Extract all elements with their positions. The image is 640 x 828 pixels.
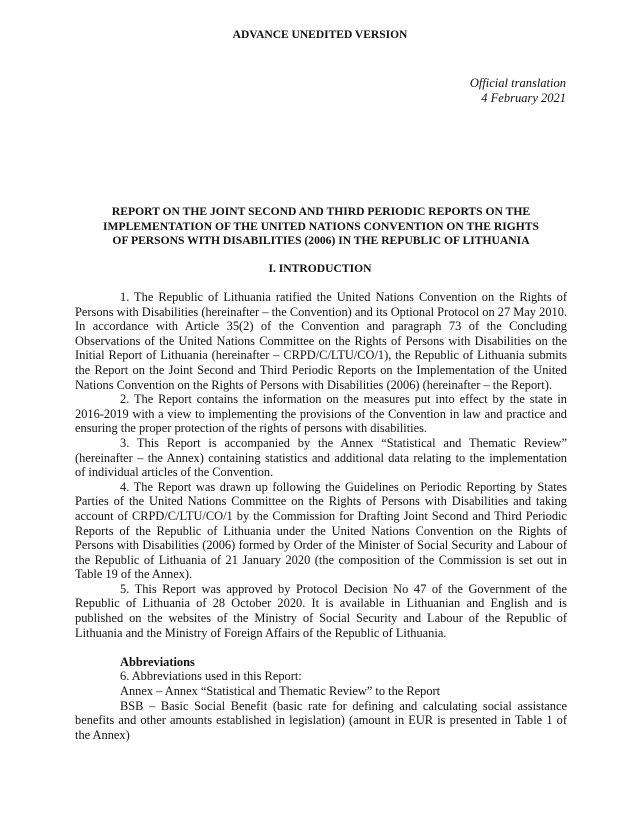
paragraph-line: Persons with Disabilities (hereinafter – the Convention) and its Optional Protocol on 27 May 2010. xyxy=(75,304,567,319)
paragraph-line: ensuring the proper protection of the rights of persons with disabilities. xyxy=(75,421,428,436)
paragraph-line: Table 19 of the Annex). xyxy=(75,567,193,582)
paragraph-line: Reports of the Republic of Lithuania under the United Nations Convention on the Rights of xyxy=(75,523,567,538)
paragraph-line: BSB – Basic Social Benefit (basic rate for defining and calculating social assistance xyxy=(120,698,567,713)
title-line: REPORT ON THE JOINT SECOND AND THIRD PERIODIC REPORTS ON THE xyxy=(111,205,531,218)
paragraph-line: benefits and other amounts established in legislation) (amount in EUR is presented in Table 1 of xyxy=(75,713,567,728)
paragraph-line: 3. This Report is accompanied by the Annex “Statistical and Thematic Review” xyxy=(120,435,567,450)
paragraph-line: 5. This Report was approved by Protocol Decision No 47 of the Government of the xyxy=(120,581,567,596)
paragraph-line: In accordance with Article 35(2) of the Convention and paragraph 73 of the Concluding xyxy=(75,319,567,334)
translation-date: 4 February 2021 xyxy=(481,91,566,105)
paragraph-line: the Report on the Joint Second and Third Periodic Reports on the Implementation of the United xyxy=(75,362,567,377)
paragraph-line: 6. Abbreviations used in this Report: xyxy=(120,669,302,684)
document-meta xyxy=(470,76,566,106)
paragraph-line: Annex – Annex “Statistical and Thematic Review” to the Report xyxy=(120,684,441,699)
paragraph-line: 4. The Report was drawn up following the Guidelines on Periodic Reporting by States xyxy=(120,479,567,494)
paragraph-line: Republic of Lithuania of 28 October 2020. It is available in Lithuanian and English and is xyxy=(75,596,567,611)
paragraph-line: 2016-2019 with a view to implementing the provisions of the Convention in law and practice and xyxy=(75,406,567,421)
spacer xyxy=(75,640,567,655)
report-title xyxy=(75,205,567,249)
paragraph-line: Observations of the United Nations Committee on the Rights of Persons with Disabilities on the xyxy=(75,333,567,348)
paragraph-line: of individual articles of the Convention. xyxy=(75,465,274,480)
paragraph-line: Parties of the United Nations Committee on the Rights of Persons with Disabilities and taking xyxy=(75,494,567,509)
title-line: IMPLEMENTATION OF THE UNITED NATIONS CONVENTION ON THE RIGHTS xyxy=(103,219,539,233)
paragraph-line: (hereinafter – the Annex) containing statistics and additional data relating to the implementation xyxy=(75,450,567,465)
paragraph-line: Initial Report of Lithuania (hereinafter – CRPD/C/LTU/CO/1), the Republic of Lithuania submits xyxy=(75,348,567,363)
document-body xyxy=(75,290,567,742)
paragraph-line: account of CRPD/C/LTU/CO/1 by the Commission for Drafting Joint Second and Third Periodic xyxy=(75,508,567,523)
paragraph-line: published on the websites of the Ministry of Social Security and Labour of the Republic of xyxy=(75,611,567,626)
paragraph-line: Nations Convention on the Rights of Persons with Disabilities (2006) (hereinafter – the Report). xyxy=(75,377,552,392)
abbreviations-heading: Abbreviations xyxy=(120,654,195,669)
paragraph-line: Lithuania and the Ministry of Foreign Affairs of the Republic of Lithuania. xyxy=(75,625,447,640)
paragraph-line: 1. The Republic of Lithuania ratified the United Nations Convention on the Rights of xyxy=(120,290,567,304)
paragraph-line: 2. The Report contains the information on the measures put into effect by the state in xyxy=(120,392,567,407)
translation-note: Official translation xyxy=(469,76,566,90)
document-header: ADVANCE UNEDITED VERSION xyxy=(232,29,408,41)
title-line: OF PERSONS WITH DISABILITIES (2006) IN THE REPUBLIC OF LITHUANIA xyxy=(112,234,530,248)
paragraph-line: the Annex) xyxy=(75,727,130,742)
paragraph-line: the Republic of Lithuania of 21 January 2020 (the composition of the Commission is set out in xyxy=(75,552,567,567)
paragraph-line: Persons with Disabilities (2006) formed by Order of the Minister of Social Security and Labour of xyxy=(75,538,567,553)
section-heading: I. INTRODUCTION xyxy=(268,262,372,275)
